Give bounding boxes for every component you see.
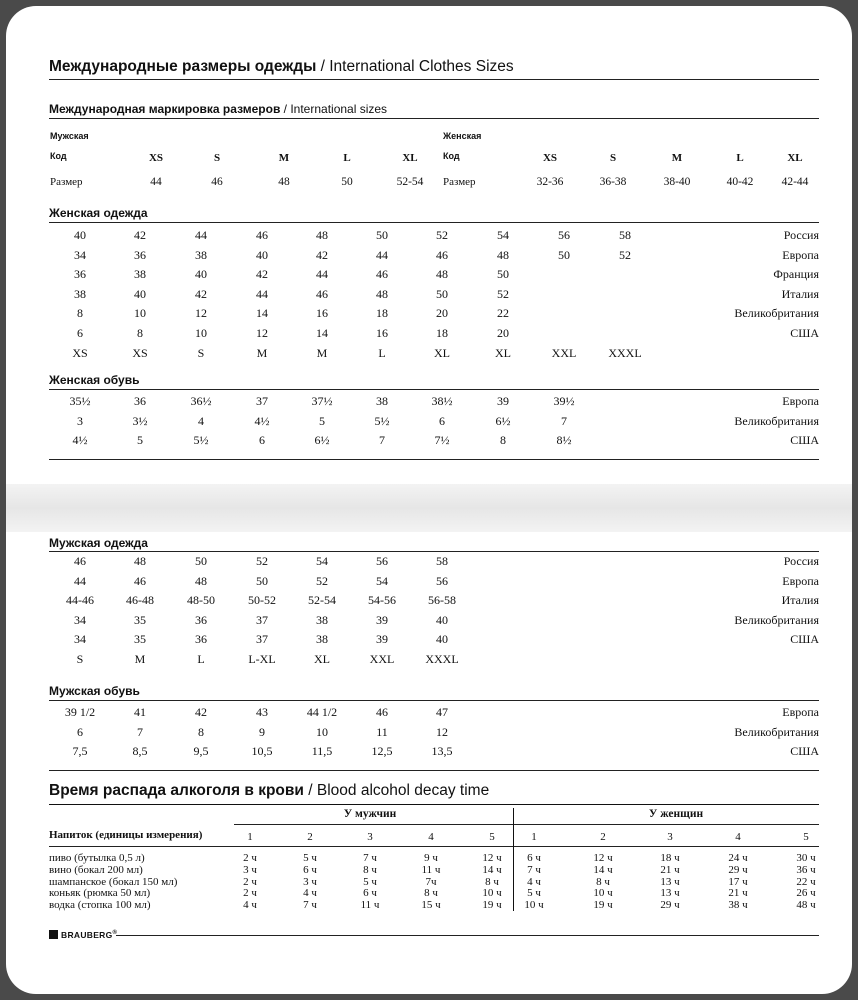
men-decay-time: 9 ч (424, 852, 438, 864)
women-shoes-cell: 6 (259, 433, 265, 448)
men-decay-time: 11 ч (421, 863, 441, 876)
men-shoes-rule (49, 700, 819, 701)
women-decay-time: 29 ч (728, 863, 748, 876)
women-size-label: Размер (443, 176, 476, 188)
men-shoes-cell: 12,5 (371, 744, 393, 759)
women-decay-time: 21 ч (728, 887, 748, 900)
men-size-value: 50 (341, 176, 353, 188)
alcohol-divider (513, 808, 514, 911)
men-unit-header: 2 (307, 831, 313, 843)
men-shoes-cell: 7 (137, 724, 143, 739)
women-size-value: 40-42 (726, 176, 754, 188)
men-clothes-cell: 56-58 (428, 593, 456, 608)
women-unit-header: 4 (735, 831, 741, 843)
women-clothes-cell: 54 (497, 228, 509, 242)
women-shoes-cell: 37 (256, 394, 268, 408)
men-decay-time: 8 ч (485, 875, 499, 888)
men-decay-time: 8 ч (363, 863, 377, 876)
women-decay-time: 10 ч (593, 887, 613, 900)
men-clothes-cell: 50 (195, 554, 207, 568)
women-clothes-cell: 42 (256, 267, 268, 282)
men-clothes-heading: Мужская одежда (49, 536, 148, 550)
women-shoes-cell: 5 (137, 433, 143, 448)
men-decay-time: 7ч (425, 875, 437, 888)
men-size-label: Размер (50, 176, 83, 188)
men-decay-time: 5 ч (363, 875, 377, 888)
women-clothes-cell: 40 (134, 286, 146, 301)
women-clothes-cell: 6 (77, 326, 83, 340)
men-shoes-cell: 9 (259, 724, 265, 739)
women-clothes-cell: 50 (376, 228, 388, 242)
women-clothes-country: Европа (782, 247, 819, 262)
women-clothes-cell: 42 (195, 286, 207, 301)
men-decay-time: 6 ч (363, 887, 377, 900)
men-shoes-cell: 9,5 (193, 744, 209, 759)
men-size-value: 44 (150, 176, 162, 188)
men-size-value: 48 (278, 176, 290, 188)
women-decay-time: 13 ч (660, 875, 680, 888)
men-clothes-cell: 37 (256, 632, 268, 647)
men-clothes-country: Великобритания (734, 612, 819, 627)
women-size-code: L (736, 152, 744, 164)
women-shoes-country: США (790, 433, 819, 448)
drink-header: Напиток (единицы измерения) (49, 829, 203, 841)
men-clothes-cell: 58 (436, 554, 448, 568)
men-clothes-cell: 52 (256, 554, 268, 568)
men-shoes-cell: 42 (195, 705, 207, 719)
women-clothes-cell: 12 (256, 326, 268, 340)
alcohol-top-rule (49, 804, 819, 805)
men-shoes-cell: 46 (376, 705, 388, 719)
men-clothes-cell: 34 (74, 632, 86, 647)
men-unit-header: 3 (367, 831, 373, 843)
men-clothes-cell: 46 (74, 554, 86, 568)
men-shoes-cell: 12 (436, 724, 448, 739)
men-size-code: M (278, 152, 290, 164)
women-clothes-cell: 42 (316, 247, 328, 262)
women-clothes-cell: 34 (74, 247, 86, 262)
women-clothes-cell: 10 (134, 306, 146, 321)
women-clothes-cell: 44 (316, 267, 328, 282)
women-label: Женская (443, 131, 482, 141)
women-unit-header: 1 (531, 831, 537, 843)
women-clothes-cell: 52 (436, 228, 448, 242)
women-clothes-cell: 46 (376, 267, 388, 282)
women-clothes-country: Великобритания (734, 306, 819, 321)
women-decay-time: 48 ч (796, 899, 816, 912)
men-clothes-cell: 50-52 (248, 593, 276, 608)
men-clothes-cell: XL (314, 652, 330, 666)
women-shoes-cell: 6 (439, 413, 445, 428)
men-size-code: XL (402, 152, 418, 164)
men-clothes-cell: XXL (369, 652, 395, 666)
men-clothes-cell: 35 (134, 632, 146, 647)
drink-name: шампанское (бокал 150 мл) (49, 875, 178, 888)
drink-name: коньяк (рюмка 50 мл) (49, 887, 151, 900)
men-clothes-cell: L (197, 652, 205, 666)
women-shoes-cell: 4½ (254, 413, 270, 428)
women-decay-time: 13 ч (660, 887, 680, 900)
brand-mark-icon (49, 930, 58, 939)
men-shoes-country: Великобритания (734, 724, 819, 739)
women-clothes-country: Россия (783, 228, 819, 242)
men-clothes-cell: 39 (376, 632, 388, 647)
women-decay-time: 29 ч (660, 899, 680, 912)
women-decay-time: 7 ч (527, 863, 541, 876)
women-shoes-bottom-rule (49, 459, 819, 460)
men-decay-time: 7 ч (363, 852, 377, 864)
women-clothes-cell: 16 (316, 306, 328, 321)
women-shoes-cell: 3 (77, 413, 83, 428)
men-shoes-cell: 44 1/2 (306, 705, 338, 719)
men-clothes-cell: 40 (436, 612, 448, 627)
men-clothes-country: Италия (781, 593, 819, 608)
women-clothes-cell: L (378, 345, 386, 360)
men-decay-time: 15 ч (421, 899, 441, 912)
women-shoes-cell: 7 (379, 433, 385, 448)
women-shoes-cell: 5½ (374, 413, 390, 428)
page-title: Международные размеры одежды / International Clothes Sizes (49, 58, 514, 75)
women-clothes-cell: 40 (256, 247, 268, 262)
women-shoes-cell: 3½ (132, 413, 148, 428)
men-decay-time: 5 ч (303, 852, 317, 864)
women-shoes-cell: 38½ (431, 394, 453, 408)
women-size-value: 32-36 (536, 176, 564, 188)
women-clothes-cell: 40 (195, 267, 207, 282)
men-clothes-cell: 52-54 (308, 593, 336, 608)
women-shoes-cell: 8½ (556, 433, 572, 448)
men-clothes-country: Россия (783, 554, 819, 568)
women-size-code: M (671, 152, 683, 164)
men-size-code: XS (148, 152, 164, 164)
men-clothes-cell: 34 (74, 612, 86, 627)
women-clothes-cell: 48 (436, 267, 448, 282)
men-unit-header: 4 (428, 831, 434, 843)
women-shoes-cell: 36 (134, 394, 146, 408)
men-size-value: 52-54 (396, 176, 424, 188)
alcohol-title: Время распада алкоголя в крови / Blood alcohol decay time (49, 782, 490, 799)
women-clothes-cell: S (197, 345, 205, 360)
women-clothes-cell: M (316, 345, 328, 360)
men-shoes-country: Европа (782, 705, 819, 719)
women-clothes-cell: 14 (256, 306, 268, 321)
women-decay-time: 18 ч (660, 852, 680, 864)
women-shoes-cell: 35½ (69, 394, 91, 408)
women-clothes-cell: XXL (551, 345, 577, 360)
women-clothes-cell: XXXL (608, 345, 642, 360)
men-decay-time: 12 ч (482, 852, 502, 864)
men-clothes-cell: 54-56 (368, 593, 396, 608)
men-decay-time: 4 ч (303, 887, 317, 900)
women-clothes-cell: 46 (436, 247, 448, 262)
men-shoes-cell: 13,5 (431, 744, 453, 759)
men-clothes-cell: 48-50 (187, 593, 215, 608)
men-decay-time: 7 ч (303, 899, 317, 912)
women-decay-time: 4 ч (527, 875, 541, 888)
women-clothes-cell: 36 (134, 247, 146, 262)
brand-logo: BRAUBERG® (49, 930, 117, 940)
men-decay-time: 14 ч (482, 863, 502, 876)
women-clothes-cell: 48 (376, 286, 388, 301)
women-shoes-cell: 38 (376, 394, 388, 408)
drink-name: вино (бокал 200 мл) (49, 863, 143, 876)
women-decay-time: 38 ч (728, 899, 748, 912)
men-shoes-cell: 10 (316, 724, 328, 739)
men-group-label: У мужчин (343, 808, 397, 820)
men-unit-header: 1 (247, 831, 253, 843)
women-clothes-cell: 22 (497, 306, 509, 321)
women-clothes-cell: 18 (436, 326, 448, 340)
women-clothes-cell: 42 (134, 228, 146, 242)
men-decay-time: 3 ч (303, 875, 317, 888)
men-shoes-cell: 11,5 (311, 744, 333, 759)
women-size-value: 38-40 (663, 176, 691, 188)
women-clothes-cell: 50 (558, 247, 570, 262)
women-decay-time: 26 ч (796, 887, 816, 900)
men-shoes-cell: 10,5 (251, 744, 273, 759)
footer-rule (116, 935, 819, 936)
men-decay-time: 11 ч (360, 899, 380, 912)
men-clothes-cell: XXXL (425, 652, 459, 666)
men-clothes-cell: 44-46 (66, 593, 94, 608)
men-clothes-cell: 38 (316, 632, 328, 647)
men-shoes-cell: 7,5 (72, 744, 88, 759)
men-clothes-cell: 39 (376, 612, 388, 627)
women-decay-time: 22 ч (796, 875, 816, 888)
women-decay-time: 30 ч (796, 852, 816, 864)
women-shoes-cell: 6½ (495, 413, 511, 428)
women-clothes-cell: 46 (256, 228, 268, 242)
women-clothes-cell: 50 (497, 267, 509, 282)
women-clothes-cell: 36 (74, 267, 86, 282)
women-clothes-cell: 48 (316, 228, 328, 242)
women-clothes-country: США (790, 326, 819, 340)
women-unit-header: 5 (803, 831, 809, 843)
women-decay-time: 10 ч (524, 899, 544, 912)
women-decay-time: 17 ч (728, 875, 748, 888)
women-decay-time: 5 ч (527, 887, 541, 900)
women-clothes-cell: 38 (74, 286, 86, 301)
women-shoes-cell: 36½ (190, 394, 212, 408)
men-shoes-country: США (790, 744, 819, 759)
title-rule (49, 79, 819, 80)
men-clothes-country: США (790, 632, 819, 647)
men-decay-time: 2 ч (243, 852, 257, 864)
men-shoes-cell: 39 1/2 (64, 705, 96, 719)
men-clothes-cell: M (134, 652, 146, 666)
men-clothes-cell: 46 (134, 573, 146, 588)
men-clothes-cell: 56 (376, 554, 388, 568)
men-size-code: L (343, 152, 351, 164)
women-clothes-cell: 52 (619, 247, 631, 262)
men-shoes-cell: 41 (134, 705, 146, 719)
women-clothes-cell: 8 (137, 326, 143, 340)
women-decay-time: 6 ч (527, 852, 541, 864)
men-shoes-cell: 6 (77, 724, 83, 739)
women-clothes-cell: XS (72, 345, 88, 360)
women-size-value: 36-38 (599, 176, 627, 188)
women-clothes-cell: 12 (195, 306, 207, 321)
men-decay-time: 4 ч (243, 899, 257, 912)
men-clothes-country: Европа (782, 573, 819, 588)
women-clothes-cell: 20 (436, 306, 448, 321)
men-shoes-cell: 47 (436, 705, 448, 719)
women-clothes-cell: 40 (74, 228, 86, 242)
women-shoes-rule (49, 389, 819, 390)
women-size-code: XS (542, 152, 558, 164)
men-clothes-cell: 40 (436, 632, 448, 647)
women-clothes-cell: 56 (558, 228, 570, 242)
women-clothes-rule (49, 222, 819, 223)
drink-name: водка (стопка 100 мл) (49, 899, 151, 912)
men-size-code: S (213, 152, 221, 164)
women-clothes-cell: M (256, 345, 268, 360)
men-clothes-cell: 36 (195, 612, 207, 627)
men-clothes-cell: 44 (74, 573, 86, 588)
men-shoes-bottom-rule (49, 770, 819, 771)
men-clothes-cell: L-XL (248, 652, 276, 666)
women-clothes-cell: 16 (376, 326, 388, 340)
women-size-value: 42-44 (781, 176, 809, 188)
women-clothes-cell: 52 (497, 286, 509, 301)
men-shoes-cell: 8 (198, 724, 204, 739)
women-size-code: S (609, 152, 617, 164)
women-shoes-cell: 5 (319, 413, 325, 428)
women-clothes-cell: XL (434, 345, 450, 360)
men-decay-time: 8 ч (424, 887, 438, 900)
women-unit-header: 2 (600, 831, 606, 843)
women-clothes-cell: 44 (256, 286, 268, 301)
men-clothes-cell: 50 (256, 573, 268, 588)
women-decay-time: 36 ч (796, 863, 816, 876)
women-code-label: Код (443, 151, 460, 161)
women-clothes-cell: 8 (77, 306, 83, 321)
men-clothes-cell: S (76, 652, 84, 666)
women-size-code: XL (787, 152, 803, 164)
men-shoes-cell: 8,5 (132, 744, 148, 759)
women-shoes-cell: 6½ (314, 433, 330, 448)
page-fold (6, 484, 852, 532)
men-size-value: 46 (211, 176, 223, 188)
women-clothes-cell: 10 (195, 326, 207, 340)
men-clothes-cell: 48 (195, 573, 207, 588)
men-decay-time: 2 ч (243, 887, 257, 900)
men-clothes-cell: 35 (134, 612, 146, 627)
women-unit-header: 3 (667, 831, 673, 843)
men-clothes-cell: 37 (256, 612, 268, 627)
women-clothes-cell: 58 (619, 228, 631, 242)
women-clothes-country: Италия (781, 286, 819, 301)
men-clothes-cell: 54 (376, 573, 388, 588)
women-group-label: У женщин (648, 808, 704, 820)
women-clothes-cell: 20 (497, 326, 509, 340)
women-shoes-cell: 8 (500, 433, 506, 448)
women-shoes-cell: 4 (198, 413, 204, 428)
women-clothes-cell: 18 (376, 306, 388, 321)
alcohol-group-rule (234, 824, 819, 825)
women-clothes-cell: 38 (195, 247, 207, 262)
intl-sizes-heading: Международная маркировка размеров / International sizes (49, 102, 388, 116)
men-decay-time: 3 ч (243, 863, 257, 876)
women-clothes-cell: 50 (436, 286, 448, 301)
women-clothes-cell: 46 (316, 286, 328, 301)
men-clothes-rule (49, 551, 819, 552)
women-clothes-cell: XL (495, 345, 511, 360)
drink-name: пиво (бутылка 0,5 л) (49, 852, 145, 864)
women-decay-time: 14 ч (593, 863, 613, 876)
women-decay-time: 21 ч (660, 863, 680, 876)
women-shoes-cell: 5½ (193, 433, 209, 448)
men-clothes-cell: 54 (316, 554, 328, 568)
alcohol-header-rule (49, 846, 819, 847)
women-shoes-cell: 4½ (72, 433, 88, 448)
men-clothes-cell: 46-48 (126, 593, 154, 608)
men-code-label: Код (50, 151, 67, 161)
women-clothes-country: Франция (773, 267, 819, 282)
men-decay-time: 19 ч (482, 899, 502, 912)
women-clothes-cell: 38 (134, 267, 146, 282)
men-decay-time: 10 ч (482, 887, 502, 900)
men-unit-header: 5 (489, 831, 495, 843)
men-clothes-cell: 36 (195, 632, 207, 647)
men-clothes-cell: 56 (436, 573, 448, 588)
women-shoes-cell: 37½ (311, 394, 333, 408)
men-label: Мужская (50, 131, 89, 141)
women-decay-time: 12 ч (593, 852, 613, 864)
women-clothes-cell: 14 (316, 326, 328, 340)
men-shoes-heading: Мужская обувь (49, 684, 140, 698)
women-clothes-cell: 44 (195, 228, 207, 242)
women-clothes-cell: 44 (376, 247, 388, 262)
men-clothes-cell: 38 (316, 612, 328, 627)
women-clothes-cell: 48 (497, 247, 509, 262)
women-shoes-country: Великобритания (734, 413, 819, 428)
intl-rule (49, 118, 819, 119)
women-shoes-cell: 7 (561, 413, 567, 428)
women-decay-time: 24 ч (728, 852, 748, 864)
women-shoes-cell: 39½ (553, 394, 575, 408)
men-shoes-cell: 43 (256, 705, 268, 719)
planner-page (6, 6, 852, 994)
men-decay-time: 2 ч (243, 875, 257, 888)
women-decay-time: 8 ч (596, 875, 610, 888)
men-clothes-cell: 52 (316, 573, 328, 588)
women-shoes-heading: Женская обувь (49, 373, 140, 387)
women-clothes-cell: XS (132, 345, 148, 360)
women-shoes-cell: 7½ (434, 433, 450, 448)
men-shoes-cell: 11 (376, 724, 388, 739)
men-decay-time: 6 ч (303, 863, 317, 876)
women-shoes-cell: 39 (497, 394, 509, 408)
women-decay-time: 19 ч (593, 899, 613, 912)
women-shoes-country: Европа (782, 394, 819, 408)
women-clothes-heading: Женская одежда (49, 206, 148, 220)
men-clothes-cell: 48 (134, 554, 146, 568)
